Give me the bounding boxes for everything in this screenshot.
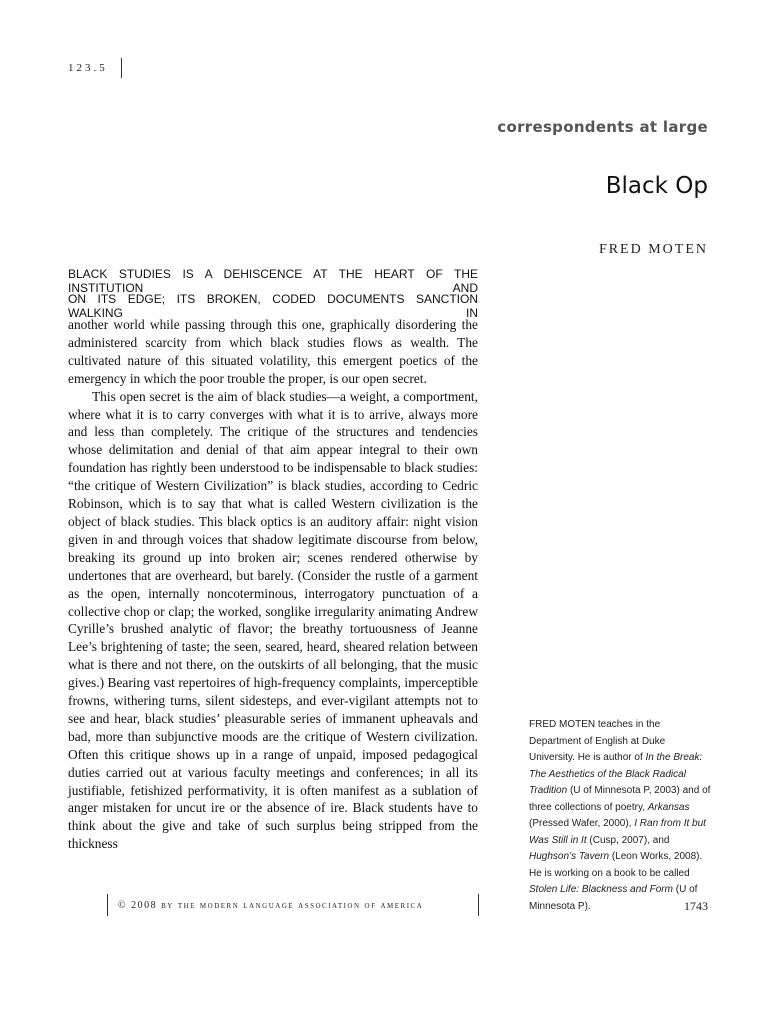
bio-text: (U of Minnesota P).	[529, 884, 698, 912]
bio-book-title: Stolen Life: Blackness and Form	[529, 884, 673, 895]
bio-text: (Cusp, 2007), and	[586, 834, 670, 846]
footer-left-bracket	[107, 894, 114, 916]
bio-text: (Leon Works, 2008). He is working on a book to be called	[529, 851, 703, 879]
bio-book-title: Hughson’s Tavern	[529, 851, 610, 862]
bio-book-title: In the Break: The Aesthetics of the Black Radical Tradition	[529, 752, 703, 796]
article-title: Black Op	[605, 173, 708, 199]
bio-text: (U of Minnesota P, 2003) and of three collections of poetry,	[529, 785, 711, 813]
bio-book-title: Arkansas	[647, 801, 690, 813]
footer-right-bracket	[472, 894, 479, 916]
issue-number: 123.5	[68, 62, 108, 74]
issue-bracket	[115, 58, 122, 78]
body-paragraph-2: This open secret is the aim of black studies—a weight, a comportment, where what it is to carry converges with what it is to arrive, always more and less than completely. The critique of the structures and tendencies whose delimitation and denial of that aim appear integral to their own foundation has rightly been understood to be indispensable to black studies: “the critique of Western Civilization” is black studies, according to Cedric Robinson, which is to say that what is called Western civilization is the object of black studies. This black optics is an auditory affair: night vision given in and through voices that shadow legitimate discourse from below, breaking its ground up into broken air; scenes rendered otherwise by undertones that are overheard, but barely. (Consider the rustle of a garment as the open, internally noncoterminous, interrogatory punctuation of a collective chop or clap; the worked, songlike irregularity animating Andrew Cyrille’s brushed analytic of flavor; the breathy tortuousness of Jeanne Lee’s brightening of taste; the seen, seared, heard, sheared relation between what is there and not there, on the outskirts of all belonging, that the music gives.) Bearing vast repertoires of high-frequency complaints, imperceptible frowns, withering turns, silent sidesteps, and ever-vigilant attempts not to see and hear, black studies’ pleasurable series of immanent upheavals and bad, more than subjunctive moods are the critique of Western civilization. Often this critique shows up in a range of unpaid, imposed pedagogical duties carried out at various faculty meetings and conferences; in all its justifiable, fetishized performativity, it is often manifest as a sublation of anger mistaken for uncut ire or the absence of ire. Black students have to think about the give and take of such surplus being stripped from the thickness	[68, 388, 478, 852]
author-name: FRED MOTEN	[598, 242, 708, 257]
opening-caps-line-1: BLACK STUDIES IS A DEHISCENCE AT THE HEART OF THE INSTITUTION AND	[68, 267, 478, 295]
page-number: 1743	[684, 899, 708, 913]
copyright-line: © 2008 by the modern language association of america	[118, 900, 424, 911]
bio-book-title: I Ran from It but Was Still in It	[529, 818, 706, 846]
section-label: correspondents at large	[497, 118, 708, 136]
bio-text: (Pressed Wafer, 2000),	[529, 818, 635, 829]
author-bio	[529, 717, 712, 915]
body-paragraph-1: another world while passing through this one, graphically disordering the administered scarcity from which black studies flows as wealth. The cultivated nature of this situated volatility, this emergent poetics of the emergency in which the poor trouble the proper, is our open secret.	[68, 317, 478, 386]
bio-text: FRED MOTEN teaches in the Department of English at Duke University. He is author of	[529, 719, 666, 763]
article-body	[68, 316, 478, 853]
opening-caps-line-2: ON ITS EDGE; ITS BROKEN, CODED DOCUMENTS SANCTION WALKING IN	[68, 292, 478, 320]
